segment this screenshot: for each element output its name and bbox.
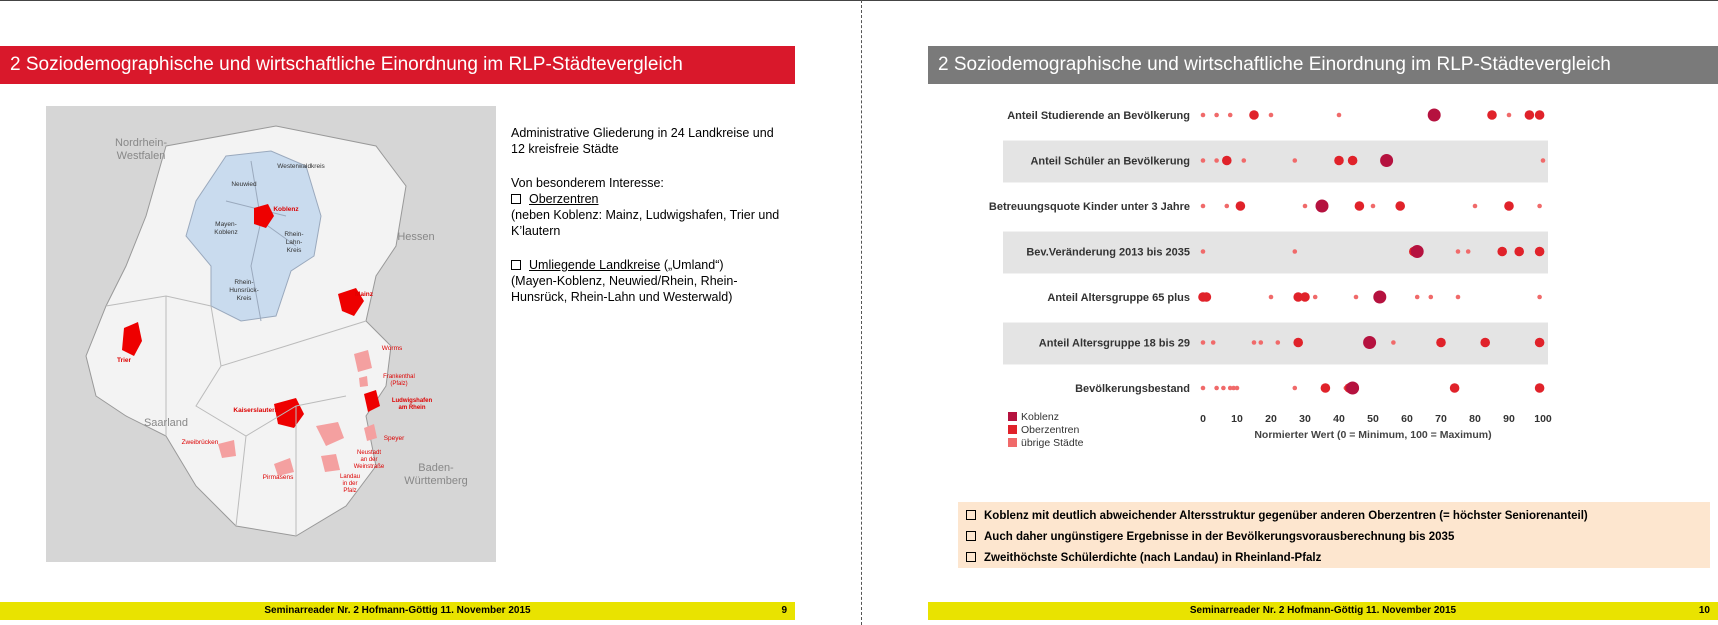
data-point--brige-st-dte <box>1313 295 1318 300</box>
data-point--brige-st-dte <box>1201 340 1206 345</box>
data-point-oberzentren <box>1436 338 1446 348</box>
svg-text:Mayen- <box>215 221 237 228</box>
data-point-koblenz <box>1411 245 1424 258</box>
data-point-oberzentren <box>1348 156 1358 166</box>
map-label-hessen: Hessen <box>397 231 435 243</box>
svg-text:Württemberg <box>404 475 468 487</box>
map-label-mayen-1: Mayen- <box>215 221 237 228</box>
map-label-kaiserslautern: Kaiserslautern <box>233 407 279 414</box>
slide-title: 2 Soziodemographische und wirtschaftliche Einordnung im RLP-Städtevergleich <box>0 46 795 84</box>
data-point--brige-st-dte <box>1201 386 1206 391</box>
data-point--brige-st-dte <box>1354 295 1359 300</box>
data-point--brige-st-dte <box>1211 340 1216 345</box>
map-label-zweibruecken: Zweibrücken <box>181 439 219 446</box>
map-label-saarland: Saarland <box>143 417 189 429</box>
category-label: Anteil Altersgruppe 18 bis 29 <box>1038 337 1190 350</box>
info-paragraph-2 <box>511 175 781 239</box>
data-point--brige-st-dte <box>1293 249 1298 254</box>
data-point--brige-st-dte <box>1429 295 1434 300</box>
data-point--brige-st-dte <box>1337 113 1342 118</box>
svg-text:Rhein- <box>234 279 253 286</box>
data-point--brige-st-dte <box>1371 204 1376 209</box>
slide-10 <box>928 0 1718 625</box>
map-label-rh-3: Kreis <box>236 295 252 302</box>
map-label-mainz: Mainz <box>354 291 374 298</box>
info-umland-detail: (Mayen-Koblenz, Neuwied/Rhein, Rhein-Hunsrück, Rhein-Lahn und Westerwald) <box>511 274 738 304</box>
findings-box <box>958 502 1710 568</box>
checkbox-icon <box>511 260 521 270</box>
data-point--brige-st-dte <box>1293 386 1298 391</box>
data-point-oberzentren <box>1514 247 1524 257</box>
map-label-bw-2: Württemberg <box>404 475 468 487</box>
data-point--brige-st-dte <box>1252 340 1257 345</box>
umland-link: Umliegende Landkreise <box>529 258 661 272</box>
svg-text:Neustadt <box>357 450 381 456</box>
data-point--brige-st-dte <box>1541 158 1546 163</box>
map-label-bw-1: Baden- <box>418 462 454 474</box>
x-tick-label: 10 <box>1231 413 1243 425</box>
data-point-oberzentren <box>1202 292 1212 302</box>
checkbox-icon <box>966 510 976 520</box>
data-point--brige-st-dte <box>1473 204 1478 209</box>
data-point--brige-st-dte <box>1225 204 1230 209</box>
x-tick-label: 50 <box>1367 413 1379 425</box>
map-label-nrw-2: Westfalen <box>116 150 166 162</box>
data-point-oberzentren <box>1487 110 1497 120</box>
rlp-map <box>46 106 496 562</box>
svg-text:Westfalen <box>117 150 166 162</box>
finding-text: Zweithöchste Schülerdichte (nach Landau) in Rheinland-Pfalz <box>984 552 1322 564</box>
x-tick-label: 60 <box>1401 413 1413 425</box>
legend-label: Koblenz <box>1021 411 1059 423</box>
data-point--brige-st-dte <box>1269 295 1274 300</box>
category-label: Bev.Veränderung 2013 bis 2035 <box>1026 246 1190 259</box>
category-label: Anteil Studierende an Bevölkerung <box>1007 110 1190 122</box>
svg-text:Landau <box>340 474 360 480</box>
map-label-lu-2: am Rhein <box>398 405 426 411</box>
map-label-worms: Worms <box>381 345 403 352</box>
svg-text:Kreis <box>287 247 303 254</box>
category-label: Anteil Altersgruppe 65 plus <box>1047 292 1190 304</box>
data-point-oberzentren <box>1480 338 1490 348</box>
svg-text:Rhein- <box>284 231 303 238</box>
map-label-rh-2: Hunsrück- <box>229 287 259 294</box>
category-label: Bevölkerungsbestand <box>1075 383 1190 395</box>
map-label-pirmasens: Pirmasens <box>262 474 294 481</box>
map-label-nrw-1: Nordrhein- <box>115 137 167 149</box>
x-tick-label: 90 <box>1503 413 1515 425</box>
data-point-oberzentren <box>1300 292 1310 302</box>
info-oberzentren-detail: (neben Koblenz: Mainz, Ludwigshafen, Trier und K’lautern <box>511 208 780 238</box>
legend-swatch <box>1008 438 1017 447</box>
slide-footer <box>928 602 1718 620</box>
data-point--brige-st-dte <box>1537 204 1542 209</box>
category-label: Anteil Schüler an Bevölkerung <box>1030 155 1190 168</box>
page-number: 9 <box>781 605 787 616</box>
map-label-frankenthal-2: (Pfalz) <box>390 381 408 387</box>
map-label-frankenthal-1: Frankenthal <box>383 374 415 380</box>
data-point-oberzentren <box>1535 383 1545 393</box>
data-point--brige-st-dte <box>1391 340 1396 345</box>
map-label-landau-2: in der <box>342 481 358 487</box>
data-point--brige-st-dte <box>1201 204 1206 209</box>
oberzentren-link: Oberzentren <box>529 192 599 206</box>
data-point--brige-st-dte <box>1507 113 1512 118</box>
data-point-oberzentren <box>1525 110 1535 120</box>
map-label-neuwied: Neuwied <box>231 181 257 188</box>
x-tick-label: 70 <box>1435 413 1447 425</box>
data-point-oberzentren <box>1395 201 1405 211</box>
legend-swatch <box>1008 412 1017 421</box>
data-point--brige-st-dte <box>1303 204 1308 209</box>
checkbox-icon <box>511 194 521 204</box>
map-label-neustadt-1: Neustadt <box>356 450 382 456</box>
slide-9 <box>0 0 795 625</box>
data-point-oberzentren <box>1450 383 1460 393</box>
x-tick-label: 30 <box>1299 413 1311 425</box>
data-point--brige-st-dte <box>1456 249 1461 254</box>
data-point-oberzentren <box>1497 247 1507 257</box>
data-point-oberzentren <box>1236 201 1246 211</box>
info-paragraph-3 <box>511 257 781 305</box>
map-label-trier: Trier <box>116 357 132 364</box>
svg-text:am Rhein <box>398 405 425 411</box>
x-tick-label: 100 <box>1534 413 1552 425</box>
svg-text:Koblenz <box>214 229 238 236</box>
svg-text:Weinstraße <box>354 464 385 470</box>
svg-text:Frankenthal <box>383 374 415 380</box>
data-point--brige-st-dte <box>1214 158 1219 163</box>
svg-text:in der <box>342 481 357 487</box>
data-point-oberzentren <box>1321 383 1331 393</box>
footer-text: Seminarreader Nr. 2 Hofmann-Göttig 11. November 2015 <box>264 605 531 616</box>
slide-divider <box>861 0 862 625</box>
map-label-koblenz: Koblenz <box>273 206 299 213</box>
legend-label: übrige Städte <box>1021 437 1084 449</box>
data-point--brige-st-dte <box>1269 113 1274 118</box>
svg-text:Baden- <box>418 462 454 474</box>
x-axis-label: Normierter Wert (0 = Minimum, 100 = Maximum) <box>1254 429 1492 441</box>
map-label-neustadt-3: Weinstraße <box>353 464 385 470</box>
finding-text: Auch daher ungünstigere Ergebnisse in der Bevölkerungsvorausberechnung bis 2035 <box>984 531 1455 543</box>
legend-label: Oberzentren <box>1021 424 1080 436</box>
data-point--brige-st-dte <box>1276 340 1281 345</box>
data-point-oberzentren <box>1334 156 1344 166</box>
data-point--brige-st-dte <box>1537 295 1542 300</box>
data-point-oberzentren <box>1249 110 1259 120</box>
slide-footer <box>0 602 795 620</box>
svg-text:an der <box>360 457 377 463</box>
data-point--brige-st-dte <box>1259 340 1264 345</box>
data-point-koblenz <box>1380 154 1393 167</box>
data-point--brige-st-dte <box>1201 249 1206 254</box>
data-point-koblenz <box>1316 200 1329 213</box>
info-text <box>511 125 781 323</box>
checkbox-icon <box>966 552 976 562</box>
map-label-neustadt-2: an der <box>360 457 378 463</box>
data-point-oberzentren <box>1222 156 1232 166</box>
svg-text:(Pfalz) <box>390 381 407 387</box>
data-point-koblenz <box>1363 336 1376 349</box>
page-number: 10 <box>1698 605 1710 616</box>
map-label-rheinlahn-1: Rhein- <box>284 231 304 238</box>
legend-swatch <box>1008 425 1017 434</box>
x-tick-label: 40 <box>1333 413 1345 425</box>
data-point--brige-st-dte <box>1214 113 1219 118</box>
finding-text: Koblenz mit deutlich abweichender Altersstruktur gegenüber anderen Oberzentren (= höchster Seniorenanteil) <box>984 510 1588 522</box>
map-label-rh-1: Rhein- <box>234 279 254 286</box>
data-point-oberzentren <box>1535 110 1545 120</box>
data-point--brige-st-dte <box>1201 113 1206 118</box>
data-point--brige-st-dte <box>1242 158 1247 163</box>
info-paragraph-1: Administrative Gliederung in 24 Landkreise und 12 kreisfreie Städte <box>511 126 774 156</box>
svg-text:Ludwigshafen <box>392 398 433 404</box>
data-point--brige-st-dte <box>1214 386 1219 391</box>
x-tick-label: 20 <box>1265 413 1277 425</box>
data-point-oberzentren <box>1535 338 1545 348</box>
checkbox-icon <box>966 531 976 541</box>
svg-text:Pfalz <box>343 488 356 494</box>
data-point--brige-st-dte <box>1466 249 1471 254</box>
slide-title: 2 Soziodemographische und wirtschaftliche Einordnung im RLP-Städtevergleich <box>928 46 1718 84</box>
data-point--brige-st-dte <box>1228 113 1233 118</box>
map-label-westerwald: Westerwaldkreis <box>277 163 325 170</box>
data-point--brige-st-dte <box>1235 386 1240 391</box>
x-tick-label: 80 <box>1469 413 1481 425</box>
map-label-landau-3: Pfalz <box>343 488 357 494</box>
finding-3 <box>958 548 1710 569</box>
svg-text:Kreis <box>237 295 253 302</box>
finding-2 <box>958 527 1710 548</box>
data-point--brige-st-dte <box>1201 158 1206 163</box>
data-point-oberzentren <box>1355 201 1365 211</box>
map-label-rheinlahn-3: Kreis <box>286 247 302 254</box>
map-label-landau-1: Landau <box>339 474 361 480</box>
svg-text:Lahn- <box>286 239 303 246</box>
data-point-koblenz <box>1373 291 1386 304</box>
data-point--brige-st-dte <box>1456 295 1461 300</box>
info-intro: Von besonderem Interesse: <box>511 176 664 190</box>
category-label: Betreuungsquote Kinder unter 3 Jahre <box>988 201 1190 213</box>
footer-text: Seminarreader Nr. 2 Hofmann-Göttig 11. November 2015 <box>1189 605 1457 616</box>
data-point-oberzentren <box>1504 201 1514 211</box>
map-label-mayen-2: Koblenz <box>214 229 238 236</box>
svg-text:Nordrhein- <box>115 137 167 149</box>
data-point-koblenz <box>1428 109 1441 122</box>
data-point-oberzentren <box>1535 247 1545 257</box>
map-label-lu-1: Ludwigshafen <box>391 398 433 404</box>
dot-chart <box>928 100 1718 500</box>
map-label-speyer: Speyer <box>383 435 405 442</box>
data-point--brige-st-dte <box>1293 158 1298 163</box>
data-point--brige-st-dte <box>1221 386 1226 391</box>
data-point-koblenz <box>1346 382 1359 395</box>
data-point--brige-st-dte <box>1415 295 1420 300</box>
svg-text:Hunsrück- <box>229 287 259 294</box>
data-point-oberzentren <box>1293 338 1303 348</box>
finding-1 <box>958 506 1710 527</box>
map-label-rheinlahn-2: Lahn- <box>285 239 303 246</box>
umland-suffix: („Umland“) <box>660 258 724 272</box>
x-tick-label: 0 <box>1200 413 1206 425</box>
